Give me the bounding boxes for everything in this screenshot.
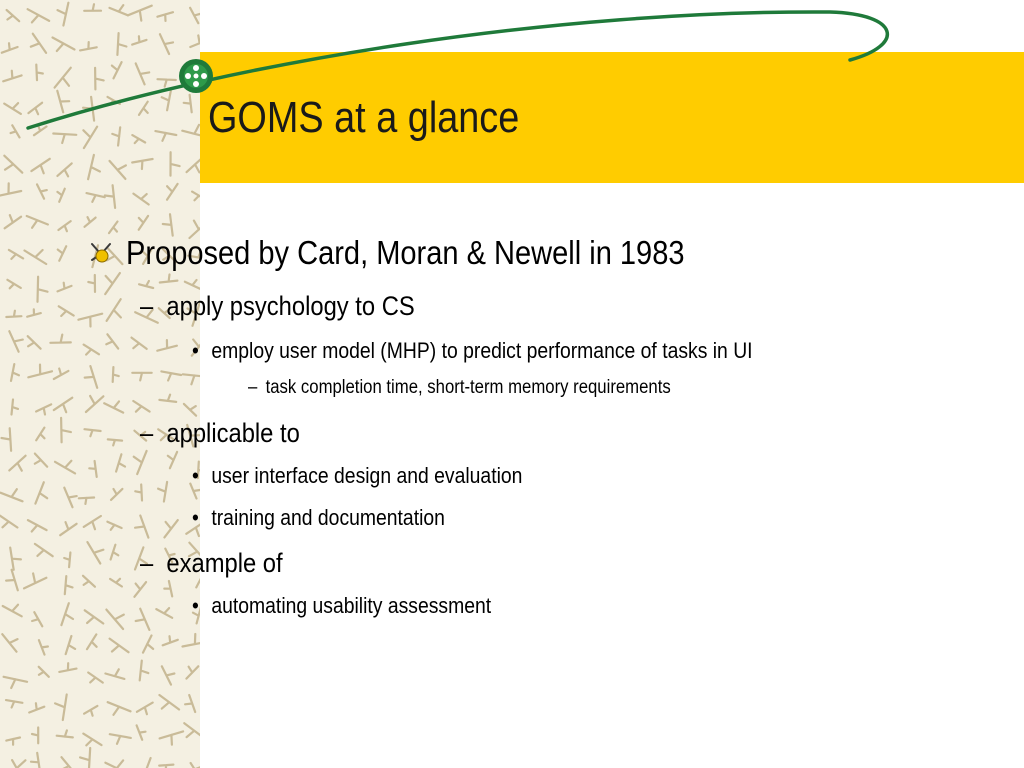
bullet-text: task completion time, short-term memory requirements <box>265 377 671 398</box>
dot-marker: • <box>192 338 199 363</box>
bullet-text: employ user model (MHP) to predict performance of tasks in UI <box>211 338 753 363</box>
bullet-item <box>126 234 685 272</box>
celtic-knot-icon <box>179 59 213 93</box>
dot-marker: • <box>192 593 199 618</box>
celtic-bullet-icon <box>88 240 114 266</box>
bullet-text: automating usability assessment <box>211 593 492 618</box>
bullet-text: example of <box>166 548 283 578</box>
sub-bullet-item <box>140 547 283 579</box>
sub-sub-bullet-item <box>192 338 753 364</box>
dash-marker: – <box>248 377 258 398</box>
bullet-text: Proposed by Card, Moran & Newell in 1983 <box>126 234 685 271</box>
sub-sub-bullet-item <box>192 593 491 619</box>
sub-sub-bullet-item <box>192 505 445 531</box>
dash-marker: – <box>140 291 154 321</box>
bullet-text: apply psychology to CS <box>166 291 415 321</box>
sub-bullet-item <box>140 290 415 322</box>
page-title: GOMS at a glance <box>208 93 520 142</box>
dot-marker: • <box>192 463 199 488</box>
dash-marker: – <box>140 548 154 578</box>
sub-bullet-item <box>140 417 300 449</box>
dot-marker: • <box>192 505 199 530</box>
detail-bullet-item <box>248 377 671 399</box>
bullet-text: user interface design and evaluation <box>211 463 523 488</box>
bullet-text: applicable to <box>166 418 300 448</box>
sub-sub-bullet-item <box>192 463 522 489</box>
bullet-text: training and documentation <box>211 505 445 530</box>
dash-marker: – <box>140 418 154 448</box>
